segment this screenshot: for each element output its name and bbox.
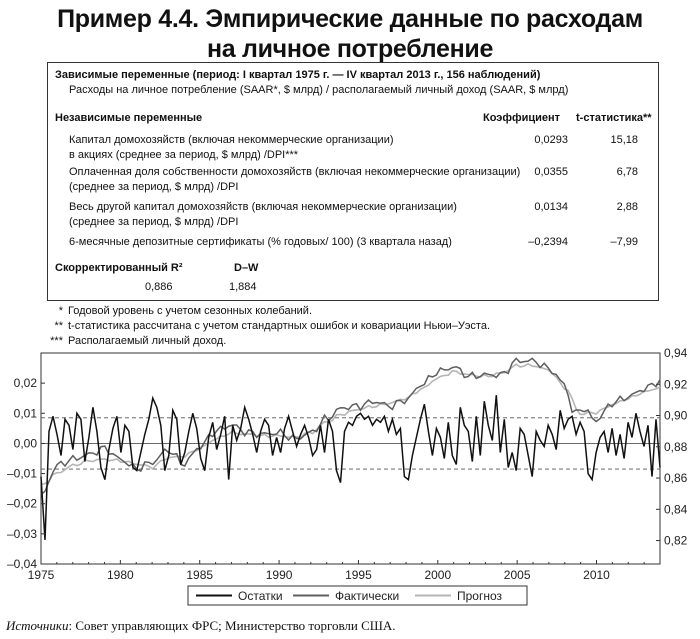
row-4-tstat: –7,99 <box>610 236 638 248</box>
footnote-1-text: Годовой уровень с учетом сезонных колебаний. <box>68 305 313 317</box>
x-axis-tick-label: 1985 <box>186 568 214 582</box>
row-1-tstat: 15,18 <box>610 134 638 146</box>
dependent-header: Зависимые переменные (период: I квартал 1975 г. — IV квартал 2013 г., 156 наблюдений) <box>55 69 541 81</box>
page-title <box>0 4 700 64</box>
footnote-1-mark: * <box>58 305 63 317</box>
row-2-coefficient: 0,0355 <box>534 166 568 178</box>
x-axis-tick-label: 1980 <box>107 568 134 582</box>
r2-label: Скорректированный R² <box>55 262 183 274</box>
right-axis-tick-label: 0,94 <box>664 346 688 360</box>
dw-value: 1,884 <box>229 281 257 293</box>
left-axis-tick-label: 0,02 <box>13 376 37 391</box>
right-axis-tick-label: 0,88 <box>664 439 688 454</box>
right-axis-tick-label: 0,82 <box>664 533 688 548</box>
legend-label-3: Прогноз <box>457 589 503 603</box>
row-4-line-1: 6-месячные депозитные сертификаты (% годовых/ 100) (3 квартала назад) <box>69 236 452 248</box>
right-axis-tick-label: 0,92 <box>664 377 688 392</box>
x-axis-tick-label: 2010 <box>583 568 610 582</box>
footnote-1 <box>41 305 312 317</box>
footnote-3-text: Располагаемый личный доход. <box>68 335 227 347</box>
dependent-variable: Расходы на личное потребление (SAAR*, $ млрд) / располагаемый личный доход (SAAR, $ млрд) <box>69 84 569 96</box>
source-text: : Совет управляющих ФРС; Министерство торговли США. <box>68 618 396 633</box>
row-3-line-1: Весь другой капитал домохозяйств (включая некоммерческие организации) <box>69 201 457 213</box>
right-axis-tick-label: 0,86 <box>664 471 688 486</box>
row-2-line-2: (среднее за период, $ млрд) /DPI <box>69 181 239 193</box>
left-axis-tick-label: –0,01 <box>6 466 37 481</box>
row-1-line-1: Капитал домохозяйств (включая некоммерческие организации) <box>69 134 394 146</box>
dw-label: D–W <box>234 262 259 274</box>
series-actual-line <box>41 358 660 494</box>
row-1-line-2: в акциях (среднее за период, $ млрд) /DPI*** <box>69 149 299 161</box>
x-axis-tick-label: 2005 <box>503 568 531 582</box>
row-4-coefficient: –0,2394 <box>528 236 568 248</box>
footnote-2 <box>41 320 490 332</box>
tstat-header: t-статистика** <box>576 112 652 124</box>
right-axis-tick-label: 0,90 <box>664 408 688 423</box>
r2-value: 0,886 <box>145 281 173 293</box>
right-axis-tick-label: 0,84 <box>664 502 688 517</box>
left-axis-tick-label: –0,02 <box>6 496 37 511</box>
footnote-2-mark: ** <box>54 320 63 332</box>
title-line-1: Пример 4.4. Эмпирические данные по расходам <box>57 5 643 33</box>
row-1-coefficient: 0,0293 <box>534 134 568 146</box>
legend-label-1: Остатки <box>238 589 283 603</box>
source-label: Источники <box>6 618 69 633</box>
title-line-2: на личное потребление <box>206 35 494 63</box>
footnote-2-text: t-статистика рассчитана с учетом стандартных ошибок и ковариации Ньюи–Уэста. <box>68 320 491 332</box>
independent-header: Независимые переменные <box>55 112 203 124</box>
row-3-tstat: 2,88 <box>616 201 638 213</box>
row-2-line-1: Оплаченная доля собственности домохозяйств (включая некоммерческие организации) <box>69 166 521 178</box>
series-residuals-line <box>41 395 660 540</box>
left-axis-tick-label: 0,00 <box>13 436 37 451</box>
row-3-coefficient: 0,0134 <box>534 201 568 213</box>
row-3-line-2: (среднее за период, $ млрд) /DPI <box>69 216 239 228</box>
source-note <box>6 618 396 634</box>
left-axis-tick-label: –0,04 <box>6 557 37 571</box>
regression-table <box>47 62 659 301</box>
left-axis-tick-label: –0,03 <box>6 526 37 541</box>
left-axis-tick-label: 0,01 <box>13 406 37 421</box>
row-2-tstat: 6,78 <box>616 166 638 178</box>
x-axis-tick-label: 1990 <box>265 568 293 582</box>
residuals-chart <box>0 346 700 616</box>
footnote-3-mark: *** <box>50 335 63 347</box>
plot-frame <box>41 353 660 564</box>
legend-label-2: Фактически <box>335 589 400 603</box>
x-axis-tick-label: 1975 <box>27 568 55 582</box>
x-axis-tick-label: 2000 <box>424 568 452 582</box>
chart-legend <box>188 586 527 605</box>
coefficient-header: Коэффициент <box>483 112 561 124</box>
x-axis-tick-label: 1995 <box>345 568 372 582</box>
